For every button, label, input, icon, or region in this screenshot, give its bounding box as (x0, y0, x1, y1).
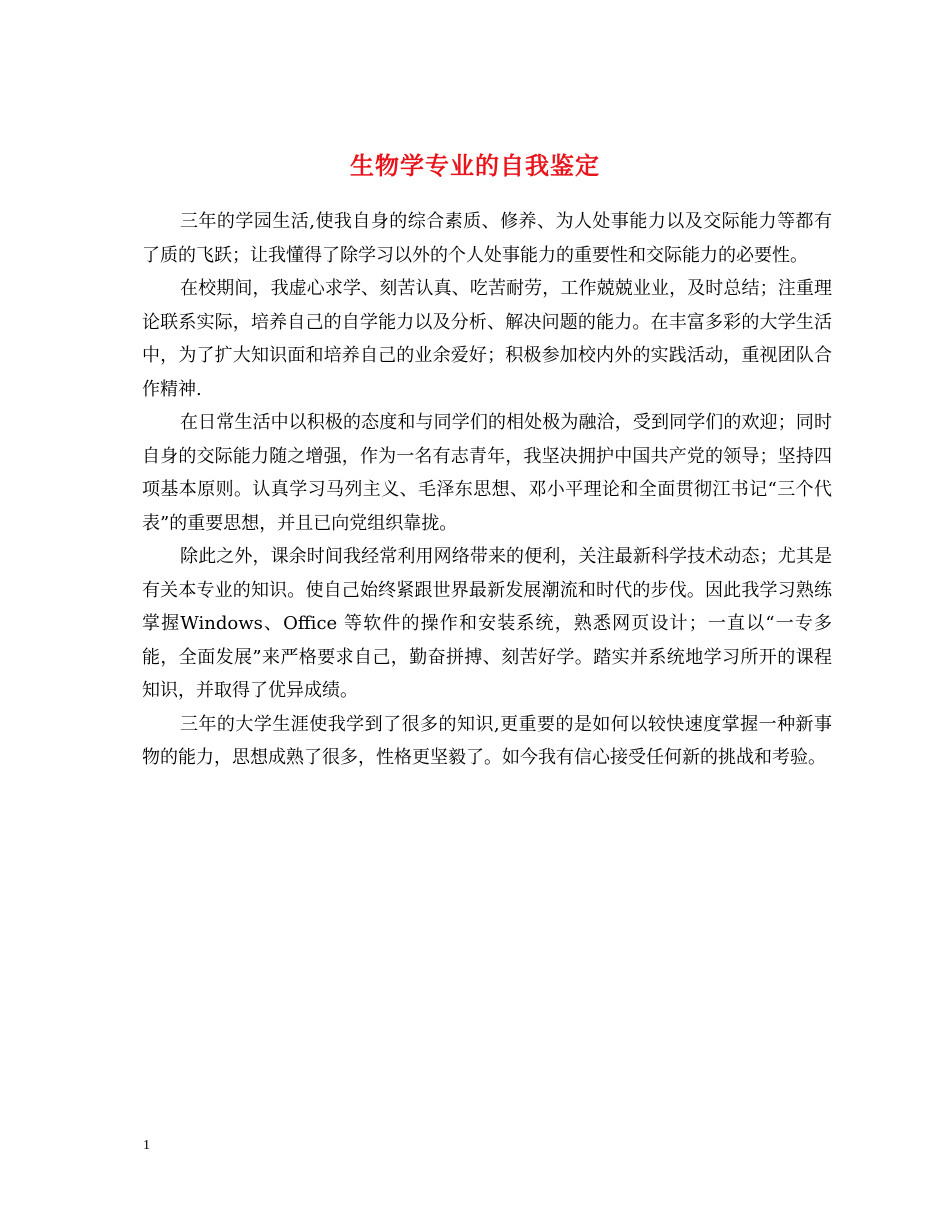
paragraph-2: 在校期间，我虚心求学、刻苦认真、吃苦耐劳，工作兢兢业业，及时总结；注重理论联系实际，培养自己的自学能力以及分析、解决问题的能力。在丰富多彩的大学生活中，为了扩大知识面和培养自己的业余爱好；积极参加校内外的实践活动，重视团队合作精神. (142, 278, 832, 400)
paragraph-3: 在日常生活中以积极的态度和与同学们的相处极为融洽，受到同学们的欢迎；同时自身的交际能力随之增强，作为一名有志青年，我坚决拥护中国共产党的领导；坚持四项基本原则。认真学习马列主义、毛泽东思想、邓小平理论和全面贯彻江书记“三个代表”的重要思想，并且已向党组织靠拢。 (142, 412, 832, 534)
paragraph-1: 三年的学园生活,使我自身的综合素质、修养、为人处事能力以及交际能力等都有了质的飞跃；让我懂得了除学习以外的个人处事能力的重要性和交际能力的必要性。 (142, 211, 832, 266)
page-number: 1 (143, 1138, 150, 1153)
paragraph-4: 除此之外，课余时间我经常利用网络带来的便利，关注最新科学技术动态；尤其是有关本专业的知识。使自己始终紧跟世界最新发展潮流和时代的步伐。因此我学习熟练掌握Windows、Office 等软件的操作和安装系统，熟悉网页设计；一直以“一专多能，全面发展”来严格要求自己，勤奋拼搏、刻苦好学。踏实并系统地学习所开的课程知识，并取得了优异成绩。 (142, 546, 832, 701)
document-body (142, 205, 832, 775)
document-title: 生物学专业的自我鉴定 (350, 152, 600, 181)
paragraph-5: 三年的大学生涯使我学到了很多的知识,更重要的是如何以较快速度掌握一种新事物的能力，思想成熟了很多，性格更坚毅了。如今我有信心接受任何新的挑战和考验。 (142, 713, 832, 768)
